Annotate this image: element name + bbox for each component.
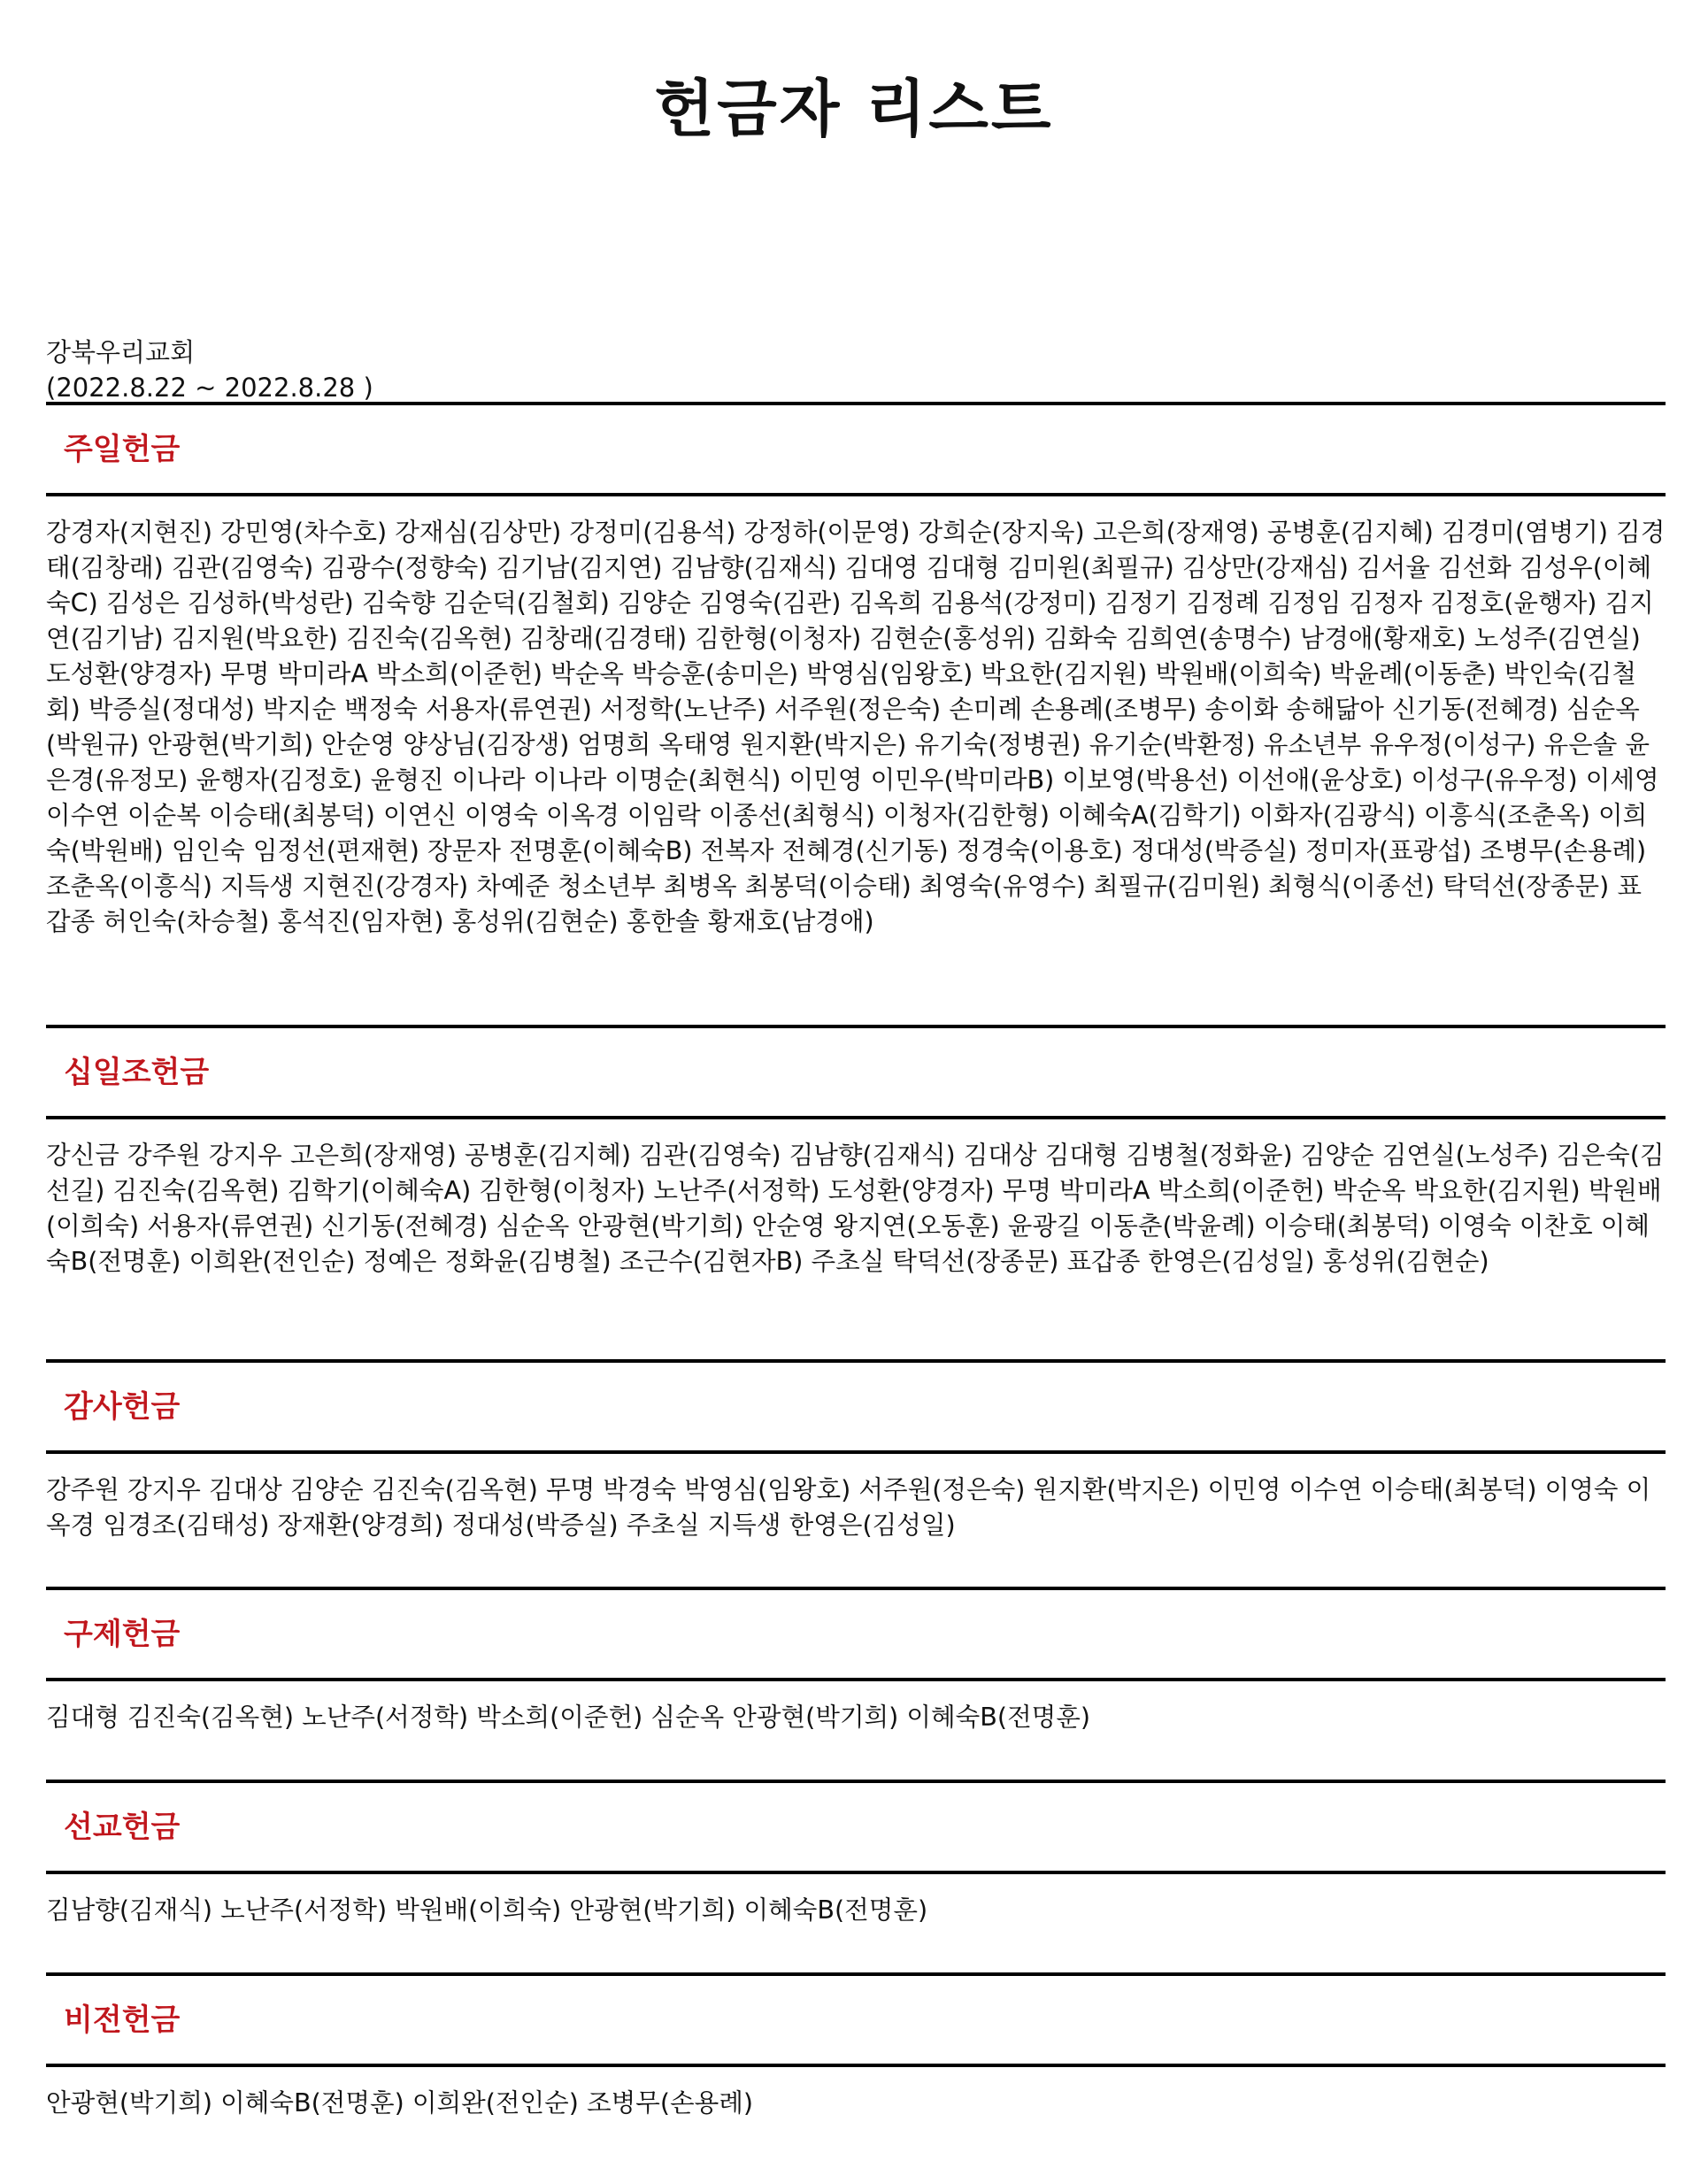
report-period: (2022.8.22 ~ 2022.8.28 ) xyxy=(46,373,373,403)
church-name: 강북우리교회 xyxy=(46,337,196,367)
donor-list: 김대형 김진숙(김옥현) 노난주(서정학) 박소희(이준헌) 심순옥 안광현(박기희) 이혜숙B(전명훈) xyxy=(46,1702,1091,1732)
offering-sections xyxy=(46,402,1666,2153)
section-header xyxy=(46,1028,1666,1119)
section-title: 비전헌금 xyxy=(64,2002,181,2038)
section-header xyxy=(46,1783,1666,1874)
section-tithe-offering xyxy=(46,1025,1666,1359)
section-vision-offering xyxy=(46,1972,1666,2153)
section-sunday-offering xyxy=(46,402,1666,1025)
section-title: 감사헌금 xyxy=(64,1388,181,1425)
page-title: 헌금자 리스트 xyxy=(654,73,1054,145)
section-title: 주일헌금 xyxy=(64,431,181,467)
section-header xyxy=(46,1590,1666,1681)
donor-list: 강경자(지현진) 강민영(차수호) 강재심(김상만) 강정미(김용석) 강정하(이문영) 강희순(장지욱) 고은희(장재영) 공병훈(김지혜) 김경미(염병기) 김경태(김창래) 김관(김영숙) 김광수(정향숙) 김기남(김지연) 김남향(김재식) 김대영 김대형 김미원(최필규) 김상만(강재심) 김서율 김선화 김성우(이혜숙C) 김성은 김성하(박성란) 김숙향 김순덕(김철회) 김양순 김영숙(김관) 김옥희 김용석(강정미) 김정기 김정례 김정임 김정자 김정호(윤행자) 김지연(김기남) 김지원(박요한) 김진숙(김옥현) 김창래(김경태) 김한형(이청자) 김현순(홍성위) 김화숙 김희연(송명수) 남경애(황재호) 노성주(김연실) 도성환(양경자) 무명 박미라A 박소희(이준헌) 박순옥 박승훈(송미은) 박영심(임왕호) 박요한(김지원) 박원배(이희숙) 박윤례(이동춘) 박인숙(김철회) 박증실(정대성) 박지순 백정숙 서용자(류연권) 서정학(노난주) 서주원(정은숙) 손미례 손용례(조병무) 송이화 송해닮아 신기동(전혜경) 심순옥(박원규) 안광현(박기희) 안순영 양상님(김장생) 엄명희 옥태영 원지환(박지은) 유기숙(정병권) 유기순(박환정) 유소년부 유우정(이성구) 유은솔 윤은경(유정모) 윤행자(김정호) 윤형진 이나라 이나라 이명순(최현식) 이민영 이민우(박미라B) 이보영(박용선) 이선애(윤상호) 이성구(유우정) 이세영 이수연 이순복 이승태(최봉덕) 이연신 이영숙 이옥경 이임락 이종선(최형식) 이청자(김한형) 이혜숙A(김학기) 이화자(김광식) 이흥식(조춘옥) 이희숙(박원배) 임인숙 임정선(편재현) 장문자 전명훈(이혜숙B) 전복자 전혜경(신기동) 정경숙(이용호) 정대성(박증실) 정미자(표광섭) 조병무(손용례) 조춘옥(이흥식) 지득생 지현진(강경자) 차예준 청소년부 최병옥 최봉덕(이승태) 최영숙(유영수) 최필규(김미원) 최형식(이종선) 탁덕선(장종문) 표갑종 허인숙(차승철) 홍석진(임자현) 홍성위(김현순) 홍한솔 황재호(남경애) xyxy=(46,517,1666,936)
donor-list: 김남향(김재식) 노난주(서정학) 박원배(이희숙) 안광현(박기희) 이혜숙B(전명훈) xyxy=(46,1895,928,1925)
section-title: 구제헌금 xyxy=(64,1616,181,1652)
section-header xyxy=(46,1363,1666,1454)
section-title: 선교헌금 xyxy=(64,1809,181,1845)
section-thanksgiving-offering xyxy=(46,1359,1666,1587)
donor-list: 강신금 강주원 강지우 고은희(장재영) 공병훈(김지혜) 김관(김영숙) 김남향(김재식) 김대상 김대형 김병철(정화윤) 김양순 김연실(노성주) 김은숙(김선길) 김진숙(김옥현) 김학기(이혜숙A) 김한형(이청자) 노난주(서정학) 도성환(양경자) 무명 박미라A 박소희(이준헌) 박순옥 박요한(김지원) 박원배(이희숙) 서용자(류연권) 신기동(전혜경) 심순옥 안광현(박기희) 안순영 왕지연(오동훈) 윤광길 이동춘(박윤례) 이승태(최봉덕) 이영숙 이찬호 이혜숙B(전명훈) 이희완(전인순) 정예은 정화윤(김병철) 조근수(김현자B) 주초실 탁덕선(장종문) 표갑종 한영은(김성일) 홍성위(김현순) xyxy=(46,1140,1665,1276)
section-relief-offering xyxy=(46,1587,1666,1780)
donor-list: 강주원 강지우 김대상 김양순 김진숙(김옥현) 무명 박경숙 박영심(임왕호) 서주원(정은숙) 원지환(박지은) 이민영 이수연 이승태(최봉덕) 이영숙 이옥경 임경조(김태성) 장재환(양경희) 정대성(박증실) 주초실 지득생 한영은(김성일) xyxy=(46,1474,1651,1540)
section-title: 십일조헌금 xyxy=(64,1054,210,1090)
section-header xyxy=(46,1976,1666,2067)
section-mission-offering xyxy=(46,1780,1666,1972)
donor-list: 안광현(박기희) 이혜숙B(전명훈) 이희완(전인순) 조병무(손용례) xyxy=(46,2087,754,2118)
section-header xyxy=(46,405,1666,496)
church-info xyxy=(46,334,1666,405)
